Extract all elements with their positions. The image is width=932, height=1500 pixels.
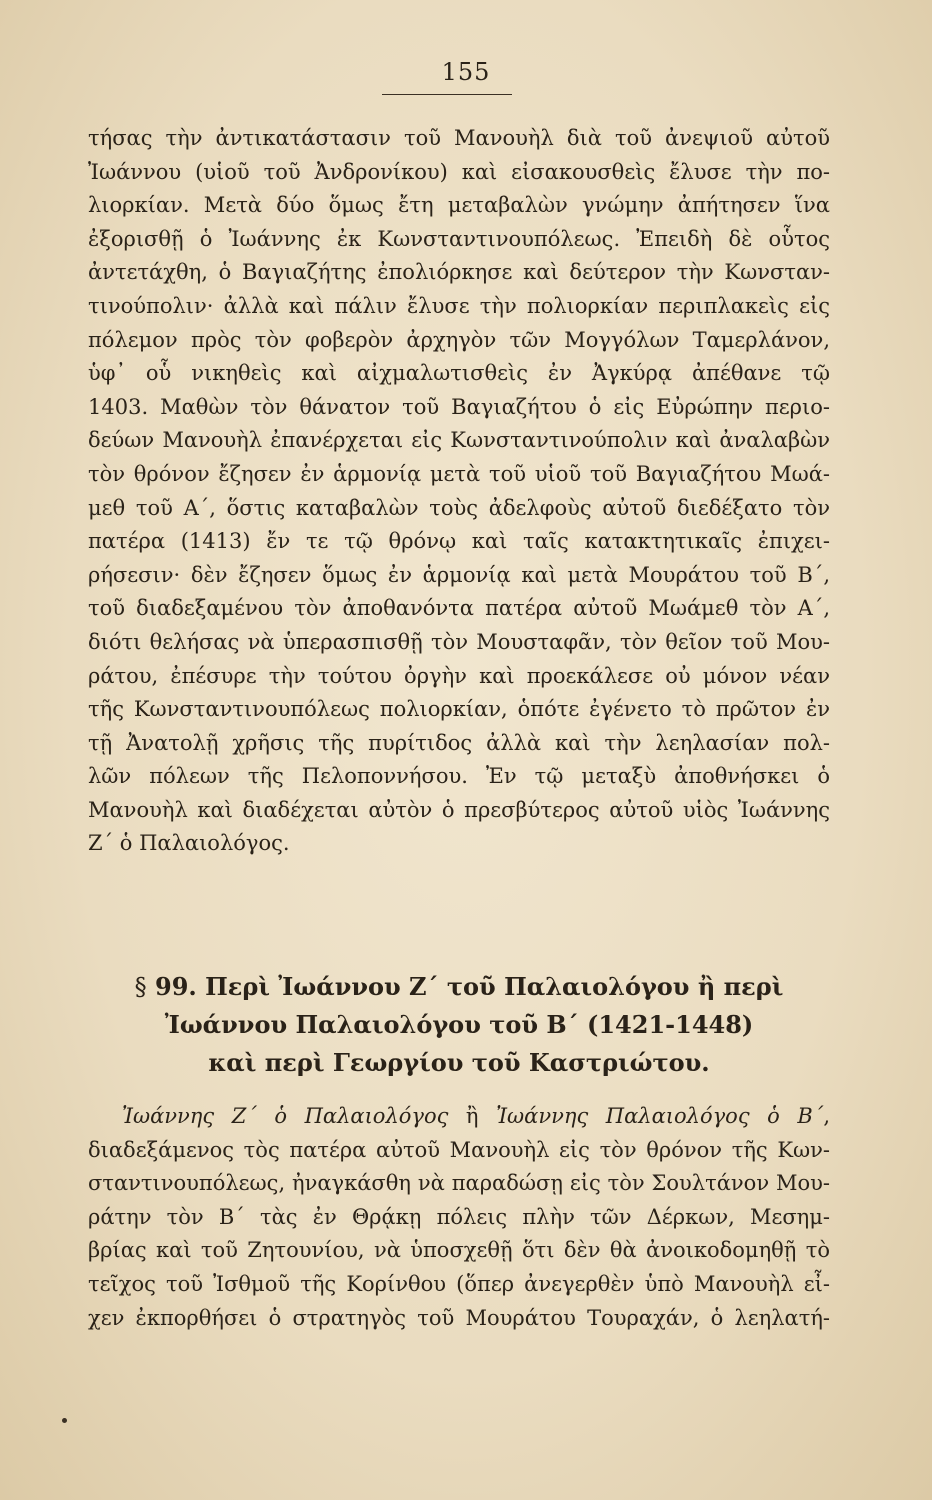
heading-line [88,968,830,1006]
header-rule [382,94,512,95]
text-line [88,1100,830,1134]
section-heading [88,968,830,1082]
text-line: ἀντετάχθη, ὁ Βαγιαζήτης ἐπολιόρκησε καὶ δεύτερον τὴν Κωνσταν- [88,260,830,285]
heading-text: 99. Περὶ Ἰωάννου Ζ΄ τοῦ Παλαιολόγου ἢ περὶ [155,972,784,1001]
text-line: ὑφ᾿ οὗ νικηθεὶς καὶ αἰχμαλωτισθεὶς ἐν Ἀγκύρᾳ ἀπέθανε τῷ [88,361,830,386]
text-line: πατέρα (1413) ἔν τε τῷ θρόνῳ καὶ ταῖς κατακτητικαῖς ἐπιχει- [88,529,830,554]
text-line: τοῦ διαδεξαμένου τὸν ἀποθανόντα πατέρα αὐτοῦ Μωάμεθ τὸν Α΄, [88,596,830,621]
heading-line: καὶ περὶ Γεωργίου τοῦ Καστριώτου. [208,1048,710,1077]
text-line: 1403. Μαθὼν τὸν θάνατον τοῦ Βαγιαζήτου ὁ εἰς Εὐρώπην περιο- [88,394,830,419]
text-line: μεθ τοῦ Α΄, ὅστις καταβαλὼν τοὺς ἀδελφοὺς αὐτοῦ διεδέξατο τὸν [88,495,830,520]
text-line: τινούπολιν· ἀλλὰ καὶ πάλιν ἔλυσε τὴν πολιορκίαν περιπλακεὶς εἰς [88,293,830,318]
text-line: Ἰωάννου (υἱοῦ τοῦ Ἀνδρονίκου) καὶ εἰσακουσθεὶς ἔλυσε τὴν πο- [88,159,830,184]
italic-name: Ἰωάννης Ζ΄ ὁ Παλαιολόγος [122,1104,449,1128]
text-line: πόλεμον πρὸς τὸν φοβερὸν ἀρχηγὸν τῶν Μογγόλων Ταμερλάνον, [88,327,830,352]
page-number: 155 [441,58,491,86]
body-paragraph [88,122,830,861]
text-line: σταντινουπόλεως, ἠναγκάσθη νὰ παραδώσῃ εἰς τὸν Σουλτάνον Μου- [88,1171,830,1196]
text-line: τεῖχος τοῦ Ἰσθμοῦ τῆς Κορίνθου (ὅπερ ἀνεγερθὲν ὑπὸ Μανουὴλ εἶ- [88,1271,830,1296]
text-line: ρήσεσιν· δὲν ἔζησεν ὅμως ἐν ἁρμονίᾳ καὶ μετὰ Μουράτου τοῦ Β΄, [88,562,830,587]
text-line: βρίας καὶ τοῦ Ζητουνίου, νὰ ὑποσχεθῇ ὅτι δὲν θὰ ἀνοικοδομηθῇ τὸ [88,1238,830,1263]
text-fragment: , [823,1104,830,1128]
text-line: Ζ΄ ὁ Παλαιολόγος. [88,831,290,856]
text-line: δεύων Μανουὴλ ἐπανέρχεται εἰς Κωνσταντινούπολιν καὶ ἀναλαβὼν [88,428,830,453]
text-line: τήσας τὴν ἀντικατάστασιν τοῦ Μανουὴλ διὰ τοῦ ἀνεψιοῦ αὐτοῦ [88,126,830,150]
italic-name: Ἰωάννης Παλαιολόγος ὁ Β΄ [496,1104,824,1128]
heading-line: Ἰωάννου Παλαιολόγου τοῦ Β΄ (1421-1448) [164,1010,754,1039]
text-line: ράτου, ἐπέσυρε τὴν τούτου ὀργὴν καὶ προεκάλεσε οὐ μόνον νέαν [88,663,830,688]
text-line: τὸν θρόνον ἔζησεν ἐν ἁρμονίᾳ μετὰ τοῦ υἱοῦ τοῦ Βαγιαζήτου Μωά- [88,461,830,486]
text-line: ράτην τὸν Β΄ τὰς ἐν Θρᾴκῃ πόλεις πλὴν τῶν Δέρκων, Μεσημ- [88,1204,830,1229]
text-line: τῆς Κωνσταντινουπόλεως πολιορκίαν, ὁπότε ἐγένετο τὸ πρῶτον ἐν [88,697,830,722]
text-line: τῇ Ἀνατολῇ χρῆσις τῆς πυρίτιδος ἀλλὰ καὶ τὴν λεηλασίαν πολ- [88,730,830,755]
text-line: λῶν πόλεων τῆς Πελοποννήσου. Ἐν τῷ μεταξὺ ἀποθνήσκει ὁ [88,764,830,789]
ink-speck [62,1418,67,1423]
section-paragraph [88,1100,830,1335]
section-symbol: § [134,973,147,1001]
text-fragment: ἢ [448,1104,497,1128]
text-line: διότι θελήσας νὰ ὑπερασπισθῇ τὸν Μουσταφᾶν, τὸν θεῖον τοῦ Μου- [88,629,830,654]
text-line: χεν ἐκπορθήσει ὁ στρατηγὸς τοῦ Μουράτου Τουραχάν, ὁ λεηλατή- [88,1305,830,1330]
text-line: ἐξορισθῇ ὁ Ἰωάννης ἐκ Κωνσταντινουπόλεως. Ἐπειδὴ δὲ οὗτος [88,226,830,251]
text-line: λιορκίαν. Μετὰ δύο ὅμως ἔτη μεταβαλὼν γνώμην ἀπήτησεν ἵνα [88,193,830,218]
text-line: Μανουὴλ καὶ διαδέχεται αὐτὸν ὁ πρεσβύτερος αὐτοῦ υἱὸς Ἰωάννης [88,797,830,822]
text-line: διαδεξάμενος τὸς πατέρα αὐτοῦ Μανουὴλ εἰς τὸν θρόνον τῆς Κων- [88,1137,830,1162]
